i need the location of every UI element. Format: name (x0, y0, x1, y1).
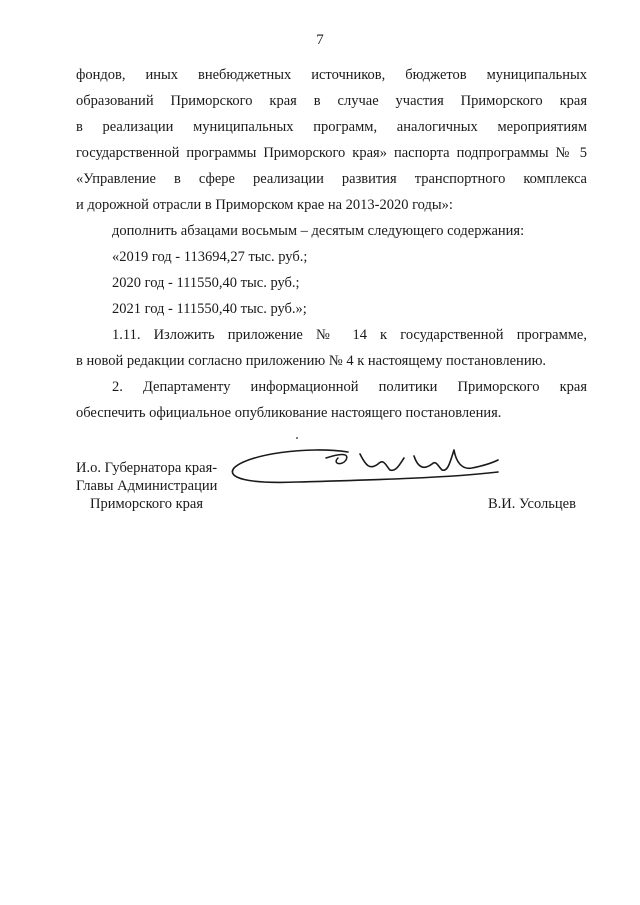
text-line: «Управление в сфере реализации развития транспортного комплекса (76, 171, 587, 187)
page-number: 7 (316, 32, 324, 48)
handwritten-signature (228, 440, 508, 490)
text-line: обеспечить официальное опубликование настоящего постановления. (76, 405, 502, 421)
text-line: образований Приморского края в случае участия Приморского края (76, 93, 587, 109)
ink-dot (296, 437, 298, 439)
signatory-name: В.И. Усольцев (488, 496, 576, 512)
signatory-title-line3: Приморского края (90, 496, 204, 512)
text-line: 2. Департаменту информационной политики Приморского края (112, 379, 587, 395)
text-line: «2019 год - 113694,27 тыс. руб.; (112, 249, 308, 265)
text-line: и дорожной отрасли в Приморском крае на 2013-2020 годы»: (76, 197, 453, 213)
text-line: государственной программы Приморского края» паспорта подпрограммы № 5 (76, 145, 587, 161)
signatory-title-line2: Главы Администрации (76, 478, 218, 494)
text-line: 2020 год - 111550,40 тыс. руб.; (112, 275, 300, 291)
text-line: фондов, иных внебюджетных источников, бюджетов муниципальных (76, 67, 587, 83)
text-line: дополнить абзацами восьмым – десятым следующего содержания: (112, 223, 525, 239)
text-line: в новой редакции согласно приложению № 4 к настоящему постановлению. (76, 353, 547, 369)
signatory-title-line1: И.о. Губернатора края- (76, 460, 218, 476)
text-line: в реализации муниципальных программ, аналогичных мероприятиям (76, 119, 587, 135)
text-line: 2021 год - 111550,40 тыс. руб.»; (112, 301, 307, 317)
text-line: 1.11. Изложить приложение № 14 к государственной программе, (112, 327, 587, 343)
